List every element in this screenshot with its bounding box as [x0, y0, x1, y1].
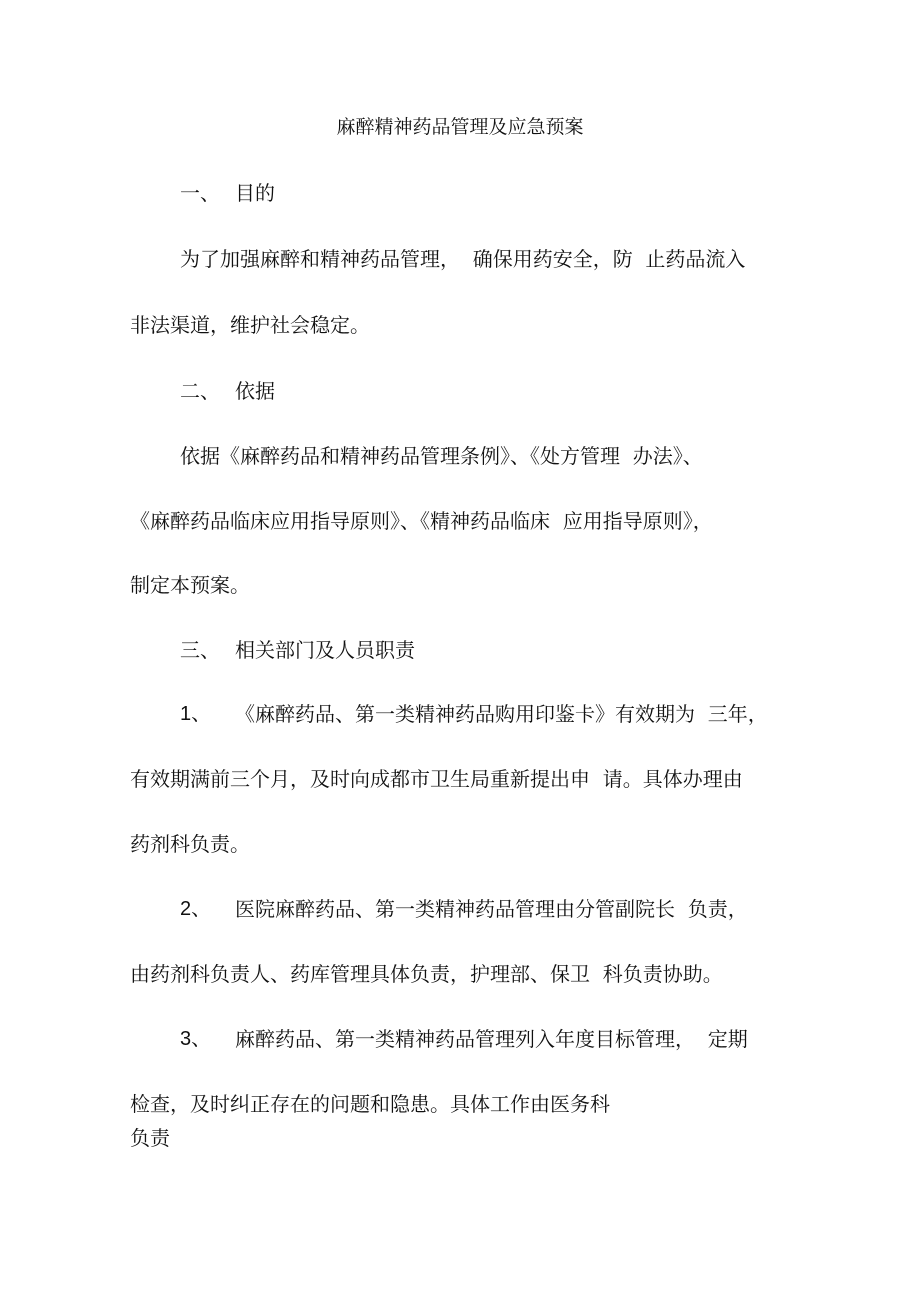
item-2-line-1: 医院麻醉药品、第一类精神药品管理由分管副院长 负责， — [235, 897, 748, 921]
item-1-line-1: 《麻醉药品、第一类精神药品购用印鉴卡》有效期为 三年， — [235, 702, 768, 726]
item-2-number: 2、 — [180, 898, 212, 920]
item-3-line-2: 检查，及时纠正存在的问题和隐患。具体工作由医务科 — [130, 1092, 610, 1116]
page-title: 麻醉精神药品管理及应急预案 — [336, 116, 584, 138]
item-3-number: 3、 — [180, 1028, 212, 1050]
section-3-heading: 相关部门及人员职责 — [235, 638, 415, 662]
section-1-number: 一、 — [180, 181, 220, 205]
section-3-number: 三、 — [180, 638, 220, 662]
item-2-line-2: 由药剂科负责人、药库管理具体负责，护理部、保卫 科负责协助。 — [130, 962, 723, 986]
item-1-line-3: 药剂科负责。 — [130, 832, 250, 856]
section-2-heading: 依据 — [235, 379, 275, 403]
section-2-number: 二、 — [180, 379, 220, 403]
section-2-para-line-2: 《麻醉药品临床应用指导原则》、《精神药品临床 应用指导原则》， — [130, 509, 713, 533]
section-1-para-line-2: 非法渠道，维护社会稳定。 — [130, 313, 370, 337]
item-1-line-2: 有效期满前三个月，及时向成都市卫生局重新提出申 请。具体办理由 — [130, 767, 743, 791]
section-2-para-line-1: 依据《麻醉药品和精神药品管理条例》、《处方管理 办法》、 — [180, 444, 703, 468]
item-1-number: 1、 — [180, 703, 212, 725]
section-1-para-line-1: 为了加强麻醉和精神药品管理， 确保用药安全，防 止药品流入 — [180, 247, 746, 271]
item-3-line-3: 负责 — [130, 1126, 170, 1150]
section-2-para-line-3: 制定本预案。 — [130, 573, 250, 597]
section-1-heading: 目的 — [235, 181, 275, 205]
item-3-line-1: 麻醉药品、第一类精神药品管理列入年度目标管理， 定期 — [235, 1027, 748, 1051]
